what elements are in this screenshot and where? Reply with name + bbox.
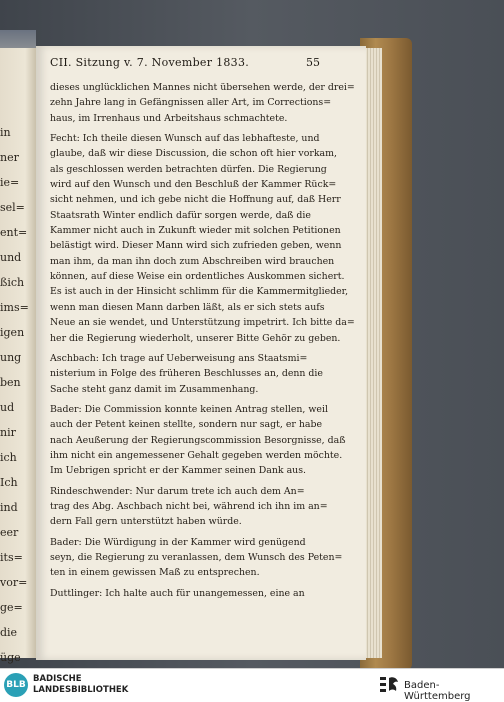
left-page-fragment: ims= xyxy=(0,301,29,314)
text-line: dern Fall gern unterstützt haben würde. xyxy=(50,516,242,528)
text-line: man ihm, da man ihn doch zum Abschreiben wird brauchen xyxy=(50,255,335,267)
text-line: haus, im Irrenhaus und Arbeitshaus schmachtete. xyxy=(50,112,288,124)
text-line: belästigt wird. Dieser Mann wird sich zufrieden geben, wenn xyxy=(50,240,342,252)
left-page-fragment: eer xyxy=(0,526,19,539)
left-page-fragment: nir xyxy=(0,426,16,439)
text-line: wird auf den Wunsch und den Beschluß der Kammer Rück= xyxy=(50,179,337,191)
library-name[interactable] xyxy=(33,674,128,696)
text-line: Sache steht ganz damit im Zusammenhang. xyxy=(50,383,259,395)
left-page-fragment: vor= xyxy=(0,576,28,589)
text-line: Fecht: Ich theile diesen Wunsch auf das lebhafteste, und xyxy=(50,133,320,145)
page-number: 55 xyxy=(306,56,320,69)
left-page-fragment: ge= xyxy=(0,601,23,614)
text-line: nach Aeußerung der Regierungscommission Besorgnisse, daß xyxy=(50,434,346,446)
running-header xyxy=(50,56,320,74)
left-page-fragment: ung xyxy=(0,351,22,364)
left-page-fragment: igen xyxy=(0,326,25,339)
left-page-margin xyxy=(0,48,36,664)
left-page-fragment: ßich xyxy=(0,276,25,289)
left-page-fragment: ner xyxy=(0,151,19,164)
text-line: ihm nicht ein angemessener Gehalt gegeben werden möchte. xyxy=(50,449,343,461)
text-line: können, auf diese Weise ein ordentliches Auskommen sichert. xyxy=(50,271,345,283)
text-line: glaube, daß wir diese Discussion, die schon oft hier vorkam, xyxy=(50,148,337,160)
left-page-fragment: ind xyxy=(0,501,18,514)
text-line: Es ist auch in der Hinsicht schlimm für die Kammermitglieder, xyxy=(50,286,349,298)
text-line: auch der Petent keinen stellte, sondern nur sagt, er habe xyxy=(50,419,323,431)
text-line: als geschlossen werden betrachten dürfen. Die Regierung xyxy=(50,163,327,175)
text-line: Neue an sie wendet, und Unterstützung impetrirt. Ich bitte da= xyxy=(50,317,355,329)
text-line: zehn Jahre lang in Gefängnissen aller Art, im Corrections= xyxy=(50,97,332,109)
text-line: sicht nehmen, und ich gebe nicht die Hoffnung auf, daß Herr xyxy=(50,194,341,206)
text-line: wenn man diesen Mann darben läßt, als er sich stets aufs xyxy=(50,301,325,313)
left-page-fragment: ich xyxy=(0,451,17,464)
left-page-fragment: und xyxy=(0,251,22,264)
text-line: Bader: Die Commission konnte keinen Antrag stellen, weil xyxy=(50,403,328,415)
state-name[interactable]: Baden-Württemberg xyxy=(404,680,471,702)
page-body-text xyxy=(50,80,355,601)
text-line: Aschbach: Ich trage auf Ueberweisung ans Staatsmi= xyxy=(50,352,308,364)
left-page-fragment: die xyxy=(0,626,18,639)
left-page-fragment: ud xyxy=(0,401,15,414)
left-page-fragment: sel= xyxy=(0,201,25,214)
blb-logo[interactable]: BLB xyxy=(4,673,28,697)
text-line: Rindeschwender: Nur darum trete ich auch dem An= xyxy=(50,485,305,497)
library-name-line1: BADISCHE xyxy=(33,674,82,684)
text-line: nisterium in Folge des früheren Beschlusses an, denn die xyxy=(50,368,323,380)
left-page-fragment: Ich xyxy=(0,476,18,489)
coat-of-arms-icon xyxy=(377,674,401,696)
text-line: Staatsrath Winter endlich dafür sorgen werde, daß die xyxy=(50,209,311,221)
text-line: Kammer nicht auch in Zukunft wieder mit solchen Petitionen xyxy=(50,225,341,237)
library-name-line2: LANDESBIBLIOTHEK xyxy=(33,685,129,695)
left-page-fragment: ent= xyxy=(0,226,28,239)
text-line: ten in einem gewissen Maß zu entsprechen. xyxy=(50,567,260,579)
left-page-fragment: ie= xyxy=(0,176,20,189)
left-page-fragment: üge xyxy=(0,651,21,664)
left-page-fragment: ben xyxy=(0,376,21,389)
left-page-fragment: in xyxy=(0,126,11,139)
header-title: CII. Sitzung v. 7. November 1833. xyxy=(50,56,250,69)
left-cover-corner xyxy=(0,30,36,50)
text-line: Duttlinger: Ich halte auch für unangemessen, eine an xyxy=(50,587,305,599)
text-line: Im Uebrigen spricht er der Kammer seinen Dank aus. xyxy=(50,465,306,477)
text-line: Bader: Die Würdigung in der Kammer wird genügend xyxy=(50,536,306,548)
text-line: seyn, die Regierung zu veranlassen, dem Wunsch des Peten= xyxy=(50,551,343,563)
text-line: dieses unglücklichen Mannes nicht übersehen werde, der drei= xyxy=(50,82,355,93)
text-line: trag des Abg. Aschbach nicht bei, während ich ihn im an= xyxy=(50,500,328,512)
left-page-fragment: its= xyxy=(0,551,23,564)
text-line: her die Regierung wiederholt, unserer Bitte Gehör zu geben. xyxy=(50,332,341,344)
